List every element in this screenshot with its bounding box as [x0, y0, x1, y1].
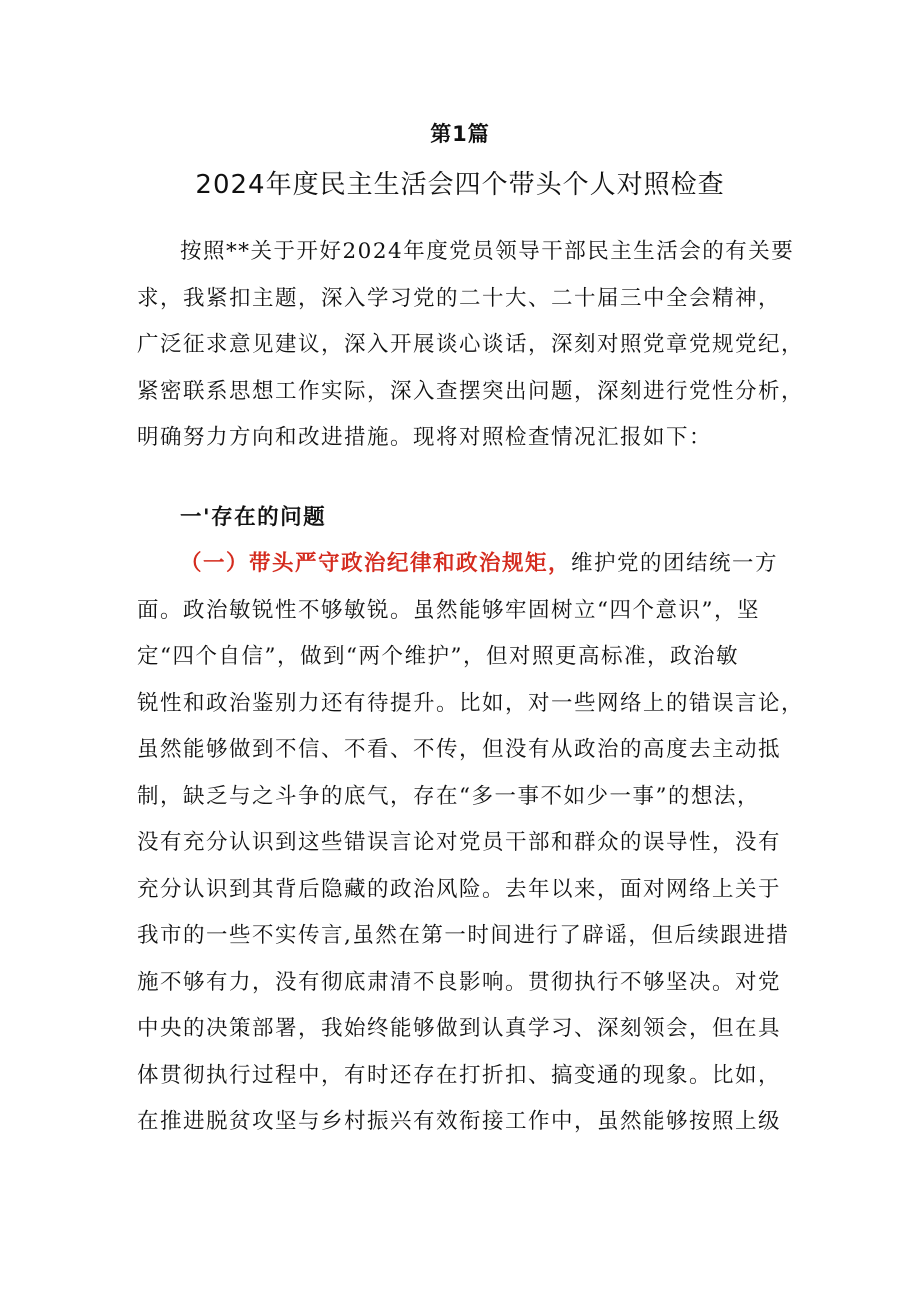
subheading-line — [137, 541, 807, 588]
sub-heading-rest: 维护党的团结统一方 — [571, 551, 779, 576]
problem-paragraph — [137, 541, 807, 1146]
body-line: 面。政治敏锐性不够敏锐。虽然能够牢固树立“四个意识”，坚 — [137, 597, 760, 623]
body-line: 充分认识到其背后隐藏的政治风险。去年以来，面对网络上关于 — [137, 876, 782, 902]
body-line: 在推进脱贫攻坚与乡村振兴有效衔接工作中，虽然能够按照上级 — [137, 1109, 782, 1134]
body-line: 我市的一些不实传言,虽然在第一时间进行了辟谣，但后续跟进措 — [137, 923, 790, 948]
body-line: 制，缺乏与之斗争的底气，存在“多一事不如少一事”的想法， — [137, 783, 760, 809]
chapter-label: 第1篇 — [430, 122, 490, 146]
body-line: 虽然能够做到不信、不看、不传，但没有从政治的高度去主动抵 — [137, 737, 782, 762]
body-line: 定“四个自信”，做到“两个维护”，但对照更高标准，政治敏 — [137, 644, 739, 669]
body-line: 施不够有力，没有彻底肃清不良影响。贯彻执行不够坚决。对党 — [137, 969, 782, 995]
body-line: 体贯彻执行过程中，有时还存在打折扣、搞变通的现象。比如， — [137, 1062, 782, 1088]
section-heading: 一'存在的问题 — [180, 505, 327, 530]
intro-line: 广泛征求意见建议，深入开展谈心谈话，深刻对照党章党规党纪， — [137, 332, 805, 357]
intro-line: 求，我紧扣主题，深入学习党的二十大、二十届三中全会精神， — [137, 285, 782, 311]
body-line: 没有充分认识到这些错误言论对党员干部和群众的误导性，没有 — [137, 830, 782, 855]
intro-line: 紧密联系思想工作实际，深入查摆突出问题，深刻进行党性分析， — [137, 378, 805, 404]
sub-heading: （一）带头严守政治纪律和政治规矩， — [180, 551, 572, 576]
intro-paragraph — [137, 229, 807, 462]
body-line: 中央的决策部署，我始终能够做到认真学习、深刻领会，但在具 — [137, 1016, 782, 1041]
intro-line: 按照**关于开好2024年度党员领导干部民主生活会的有关要 — [180, 239, 795, 264]
intro-line: 明确努力方向和改进措施。现将对照检查情况汇报如下： — [137, 425, 713, 450]
document-title: 2024年度民主生活会四个带头个人对照检查 — [195, 170, 725, 200]
body-line: 锐性和政治鉴别力还有待提升。比如，对一些网络上的错误言论， — [137, 690, 805, 716]
